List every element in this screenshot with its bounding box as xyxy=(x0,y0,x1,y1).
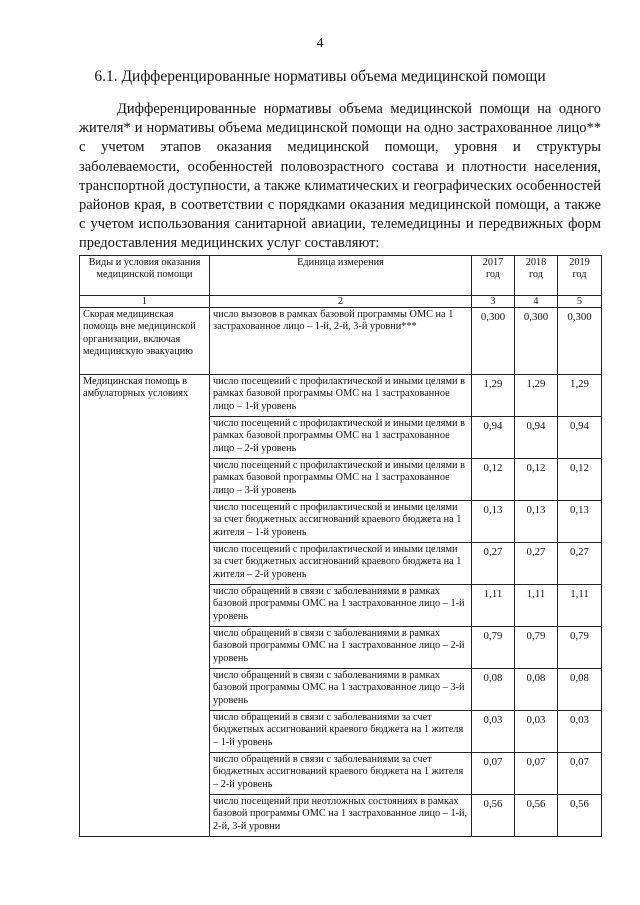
page-number: 4 xyxy=(316,36,324,51)
value-2017-cell: 0,56 xyxy=(472,795,515,837)
value-2018-cell: 0,79 xyxy=(515,627,558,669)
unit-cell: число посещений с профилактической и иными целями за счет бюджетных ассигнований краевого бюджета на 1 жителя – 1-й уровень xyxy=(210,501,472,543)
column-number: 1 xyxy=(80,296,210,308)
value-2019-cell: 0,27 xyxy=(558,543,602,585)
value-2017-cell: 0,07 xyxy=(472,753,515,795)
unit-cell: число обращений в связи с заболеваниями в рамках базовой программы ОМС на 1 застрахованное лицо – 2-й уровень xyxy=(210,627,472,669)
unit-cell: число обращений в связи с заболеваниями в рамках базовой программы ОМС на 1 застрахованное лицо – 3-й уровень xyxy=(210,669,472,711)
header-2017: 2017 год xyxy=(472,256,515,296)
table-row xyxy=(80,375,602,417)
care-type-cell: Медицинская помощь в амбулаторных условиях xyxy=(80,375,210,837)
value-2018-cell: 0,07 xyxy=(515,753,558,795)
value-2017-cell: 0,300 xyxy=(472,308,515,375)
value-2018-cell: 1,29 xyxy=(515,375,558,417)
header-type: Виды и условия оказания медицинской помощи xyxy=(80,256,210,296)
column-number: 2 xyxy=(210,296,472,308)
header-2018: 2018 год xyxy=(515,256,558,296)
intro-paragraph: Дифференцированные нормативы объема медицинской помощи на одного жителя* и нормативы объема медицинской помощи на одно застрахованное лицо** с учетом этапов оказания медицинской помощи, уровня и структуры заболеваемости, особенностей половозрастного состава и плотности населения, транспортной доступности, а также климатических и географических особенностей районов края, в соответствии с порядками оказания медицинской помощи, а также с учетом использования санитарной авиации, телемедицины и передвижных форм предоставления медицинских услуг составляют: xyxy=(79,101,601,252)
value-2019-cell: 1,29 xyxy=(558,375,602,417)
unit-cell: число обращений в связи с заболеваниями за счет бюджетных ассигнований краевого бюджета на 1 жителя – 1-й уровень xyxy=(210,711,472,753)
value-2017-cell: 0,13 xyxy=(472,501,515,543)
table-header-row xyxy=(80,256,602,296)
value-2019-cell: 0,300 xyxy=(558,308,602,375)
value-2019-cell: 0,94 xyxy=(558,417,602,459)
value-2018-cell: 0,27 xyxy=(515,543,558,585)
section-heading: 6.1. Дифференцированные нормативы объема медицинской помощи xyxy=(94,68,546,85)
column-number: 3 xyxy=(472,296,515,308)
value-2017-cell: 0,94 xyxy=(472,417,515,459)
unit-cell: число обращений в связи с заболеваниями за счет бюджетных ассигнований краевого бюджета на 1 жителя – 2-й уровень xyxy=(210,753,472,795)
norms-table xyxy=(79,255,602,837)
value-2018-cell: 0,12 xyxy=(515,459,558,501)
value-2018-cell: 0,300 xyxy=(515,308,558,375)
column-number-row xyxy=(80,296,602,308)
value-2019-cell: 1,11 xyxy=(558,585,602,627)
header-unit: Единица измерения xyxy=(210,256,472,296)
unit-cell: число посещений с профилактической и иными целями в рамках базовой программы ОМС на 1 застрахованное лицо – 2-й уровень xyxy=(210,417,472,459)
value-2019-cell: 0,56 xyxy=(558,795,602,837)
unit-cell: число обращений в связи с заболеваниями в рамках базовой программы ОМС на 1 застрахованное лицо – 1-й уровень xyxy=(210,585,472,627)
value-2018-cell: 0,56 xyxy=(515,795,558,837)
value-2017-cell: 0,79 xyxy=(472,627,515,669)
value-2017-cell: 0,03 xyxy=(472,711,515,753)
value-2019-cell: 0,79 xyxy=(558,627,602,669)
unit-cell: число посещений с профилактической и иными целями в рамках базовой программы ОМС на 1 застрахованное лицо – 3-й уровень xyxy=(210,459,472,501)
header-2019: 2019 год xyxy=(558,256,602,296)
value-2017-cell: 0,27 xyxy=(472,543,515,585)
value-2019-cell: 0,12 xyxy=(558,459,602,501)
unit-cell: число посещений с профилактической и иными целями в рамках базовой программы ОМС на 1 застрахованное лицо – 1-й уровень xyxy=(210,375,472,417)
value-2019-cell: 0,03 xyxy=(558,711,602,753)
care-type-cell: Скорая медицинская помощь вне медицинской организации, включая медицинскую эвакуацию xyxy=(80,308,210,375)
value-2019-cell: 0,07 xyxy=(558,753,602,795)
column-number: 4 xyxy=(515,296,558,308)
value-2017-cell: 1,11 xyxy=(472,585,515,627)
value-2017-cell: 0,12 xyxy=(472,459,515,501)
unit-cell: число вызовов в рамках базовой программы ОМС на 1 застрахованное лицо – 1-й, 2-й, 3-й уровни*** xyxy=(210,308,472,375)
value-2018-cell: 0,94 xyxy=(515,417,558,459)
value-2017-cell: 1,29 xyxy=(472,375,515,417)
table-row xyxy=(80,308,602,375)
value-2018-cell: 0,08 xyxy=(515,669,558,711)
value-2017-cell: 0,08 xyxy=(472,669,515,711)
value-2018-cell: 1,11 xyxy=(515,585,558,627)
value-2019-cell: 0,13 xyxy=(558,501,602,543)
unit-cell: число посещений при неотложных состояниях в рамках базовой программы ОМС на 1 застрахованное лицо – 1-й, 2-й, 3-й уровни xyxy=(210,795,472,837)
column-number: 5 xyxy=(558,296,602,308)
value-2018-cell: 0,03 xyxy=(515,711,558,753)
value-2019-cell: 0,08 xyxy=(558,669,602,711)
value-2018-cell: 0,13 xyxy=(515,501,558,543)
unit-cell: число посещений с профилактической и иными целями за счет бюджетных ассигнований краевого бюджета на 1 жителя – 2-й уровень xyxy=(210,543,472,585)
